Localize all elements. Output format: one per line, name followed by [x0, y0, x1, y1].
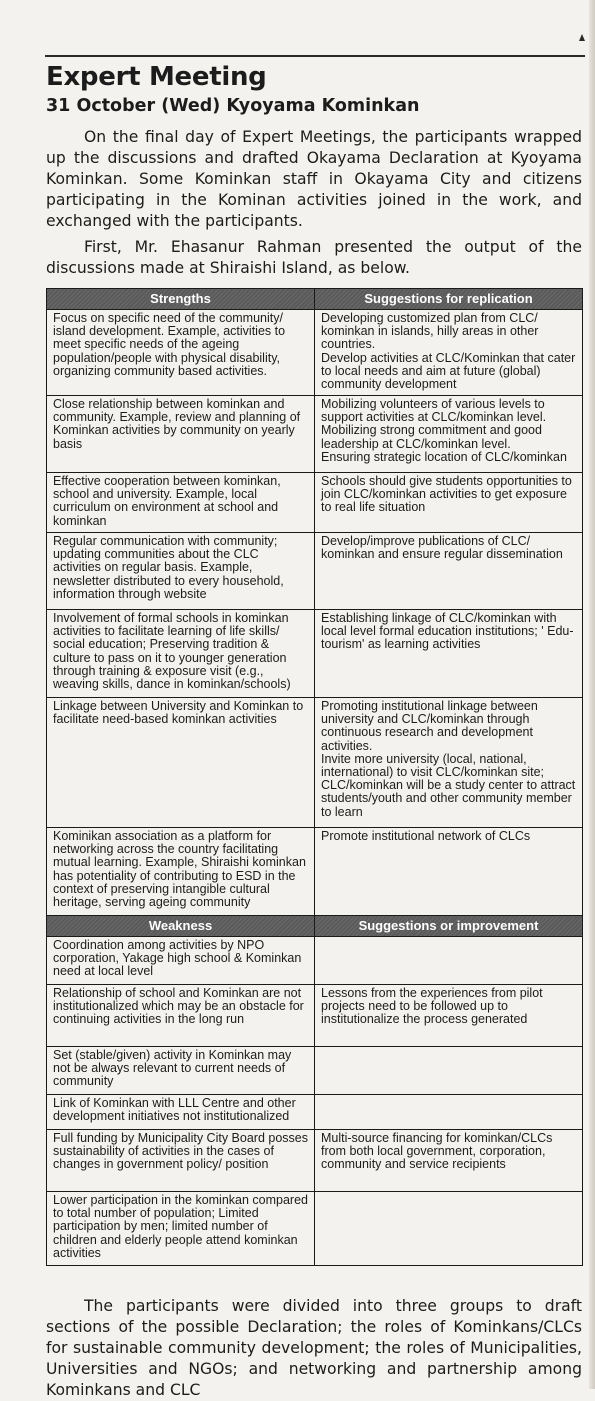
- page-subtitle: 31 October (Wed) Kyoyama Kominkan: [46, 96, 420, 116]
- weakness-cell: Lower participation in the kominkan compared to total number of population; Limited participation by men; limited number of children and elderly people attend kominkan activities: [47, 1192, 315, 1266]
- table-row: [47, 533, 583, 610]
- table-row: [47, 1192, 583, 1266]
- weakness-cell: Set (stable/given) activity in Kominkan may not be always relevant to current needs of community: [47, 1047, 315, 1095]
- weakness-cell: Full funding by Municipality City Board posses sustainability of activities in the cases of changes in government policy/ position: [47, 1130, 315, 1192]
- table-row: [47, 610, 583, 698]
- strength-cell: Linkage between University and Kominkan to facilitate need-based kominkan activities: [47, 698, 315, 828]
- page-title: Expert Meeting: [46, 62, 267, 92]
- table-row: [47, 698, 583, 828]
- replication-header: Suggestions for replication: [315, 289, 583, 310]
- table-row: [47, 1130, 583, 1192]
- improvement-cell: Lessons from the experiences from pilot projects need to be followed up to institutionalize the process generated: [315, 985, 583, 1047]
- improvement-cell: [315, 1047, 583, 1095]
- strengths-header: Strengths: [47, 289, 315, 310]
- table-row: [47, 937, 583, 985]
- table-row: [47, 985, 583, 1047]
- replication-cell: Schools should give students opportunities to join CLC/kominkan activities to get exposure to real life situation: [315, 473, 583, 533]
- top-rule: [45, 55, 585, 57]
- table-row: [47, 1095, 583, 1130]
- table-row: [47, 396, 583, 473]
- presentation-paragraph: First, Mr. Ehasanur Rahman presented the output of the discussions made at Shiraishi Island, as below.: [46, 238, 582, 277]
- replication-cell: Establishing linkage of CLC/kominkan with local level formal education institutions; ' Edu-tourism' as learning activities: [315, 610, 583, 698]
- weakness-cell: Link of Kominkan with LLL Centre and other development initiatives not institutionalized: [47, 1095, 315, 1130]
- strength-cell: Close relationship between kominkan and community. Example, review and planning of Kominkan activities by community on yearly basis: [47, 396, 315, 473]
- improvement-cell: [315, 937, 583, 985]
- replication-cell: Develop/improve publications of CLC/ kominkan and ensure regular dissemination: [315, 533, 583, 610]
- replication-cell: Promoting institutional linkage between university and CLC/kominkan through continuous research and development activities. Invite more university (local, national, international) to visit CLC/kominkan site; CLC/kominkan will be a study center to attract students/youth and other community member to learn: [315, 698, 583, 828]
- weakness-cell: Relationship of school and Kominkan are not institutionalized which may be an obstacle for continuing activities in the long run: [47, 985, 315, 1047]
- groups-paragraph: The participants were divided into three groups to draft sections of the possible Declaration; the roles of Kominkans/CLCs for sustainable community development; the roles of Municipalities, Universities and NGOs; and networking and partnership among Kominkans and CLC: [46, 1297, 582, 1399]
- strength-cell: Regular communication with community; updating communities about the CLC activities on regular basis. Example, newsletter distributed to every household, information through website: [47, 533, 315, 610]
- weakness-cell: Coordination among activities by NPO corporation, Yakage high school & Kominkan need at local level: [47, 937, 315, 985]
- improvement-header: Suggestions or improvement: [315, 916, 583, 937]
- page-edge: [589, 0, 595, 1389]
- intro-paragraph: On the final day of Expert Meetings, the participants wrapped up the discussions and drafted Okayama Declaration at Kyoyama Kominkan. Some Kominkan staff in Okayama City and citizens participating in the Kominan activities joined in the work, and exchanged with the participants.: [46, 128, 582, 230]
- replication-cell: Developing customized plan from CLC/ kominkan in islands, hilly areas in other countries. Develop activities at CLC/Kominkan that cater to local needs and aim at future (global) community development: [315, 310, 583, 396]
- improvement-cell: [315, 1192, 583, 1266]
- strength-cell: Effective cooperation between kominkan, school and university. Example, local curriculum on environment at school and kominkan: [47, 473, 315, 533]
- replication-cell: Mobilizing volunteers of various levels to support activities at CLC/kominkan level. Mobilizing strong commitment and good leadership at CLC/kominkan level. Ensuring strategic location of CLC/kominkan: [315, 396, 583, 473]
- improvement-cell: Multi-source financing for kominkan/CLCs from both local government, corporation, community and service recipients: [315, 1130, 583, 1192]
- improvement-cell: [315, 1095, 583, 1130]
- weakness-header: Weakness: [47, 916, 315, 937]
- strength-cell: Focus on specific need of the community/ island development. Example, activities to meet specific needs of the ageing population/people with physical disability, organizing community based activities.: [47, 310, 315, 396]
- replication-cell: Promote institutional network of CLCs: [315, 828, 583, 916]
- table-subheader-row: [47, 916, 583, 937]
- strength-cell: Involvement of formal schools in kominkan activities to facilitate learning of life skills/ social education; Preserving tradition & culture to pass on it to younger generation through training & exposure visit (e.g., weaving skills, dance in kominkan/schools): [47, 610, 315, 698]
- table-row: [47, 473, 583, 533]
- page-mark-icon: [579, 34, 585, 41]
- discussion-output-table: [46, 288, 583, 1266]
- table-row: [47, 828, 583, 916]
- table-row: [47, 1047, 583, 1095]
- table-header-row: [47, 289, 583, 310]
- strength-cell: Kominikan association as a platform for networking across the country facilitating mutual learning. Example, Shiraishi kominkan has potentiality of contributing to ESD in the context of preserving intangible cultural heritage, serving ageing community: [47, 828, 315, 916]
- table-row: [47, 310, 583, 396]
